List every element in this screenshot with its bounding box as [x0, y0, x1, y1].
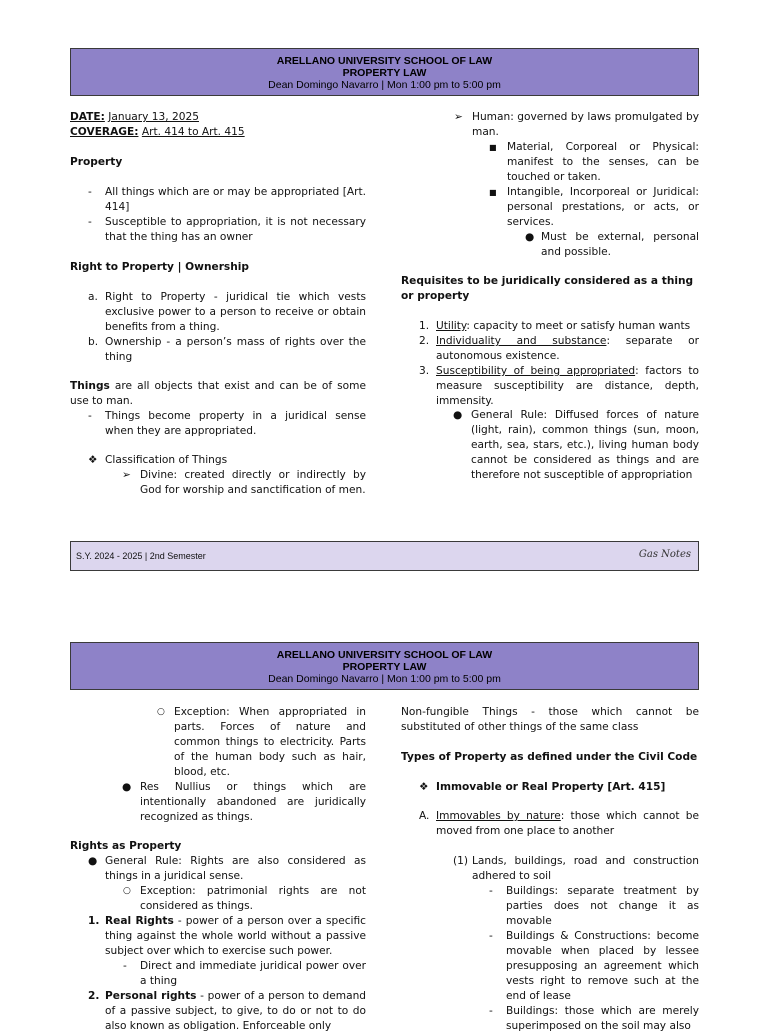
signature-logo: Gas Notes: [638, 549, 691, 560]
rights-heading: Right to Property | Ownership: [70, 261, 249, 273]
real-rights-text: Real Rights - power of a person over a specific thing against the whole world without a passive subject over which to exercise such power.: [105, 915, 366, 957]
things-definition: Things are all objects that exist and can be of some use to man.: [70, 380, 367, 407]
list-marker: a.: [88, 291, 98, 303]
course-name: PROPERTY LAW: [342, 67, 427, 79]
requisite-item: Utility: capacity to meet or satisfy human wants: [436, 320, 691, 332]
instructor-line: Dean Domingo Navarro | Mon 1:00 pm to 5:00 pm: [268, 79, 501, 91]
list-marker: 1.: [419, 320, 430, 332]
exception-text: Exception: When appropriated in parts. Forces of nature and common things to electricity. Parts of the human body such as hair, blood, etc.: [174, 706, 366, 778]
material-text: Material, Corporeal or Physical: manifest to the senses, can be touched or taken.: [507, 141, 699, 183]
rights-item: Ownership - a person’s mass of rights over the thing: [105, 336, 366, 363]
dash-bullet: -: [489, 885, 493, 897]
arrow-bullet-icon: ➢: [122, 469, 131, 481]
dot-bullet-icon: ●: [122, 781, 132, 793]
rights-item: Right to Property - juridical tie which vests exclusive power to a person to receive or obtain benefits from a thing.: [105, 291, 366, 333]
human-text: Human: governed by laws promulgated by man.: [472, 111, 699, 138]
list-marker: A.: [419, 810, 430, 822]
dash-bullet: -: [123, 960, 127, 972]
dash-bullet: -: [489, 930, 493, 942]
square-bullet-icon: ■: [489, 188, 497, 197]
dot-bullet-icon: ●: [453, 409, 463, 421]
things-point: Things become property in a juridical sense when they are appropriated.: [105, 410, 366, 437]
list-marker: 2.: [88, 990, 100, 1002]
square-bullet-icon: ■: [489, 143, 497, 152]
list-marker: 2.: [419, 335, 430, 347]
building-point: Buildings: separate treatment by parties does not change it as movable: [506, 885, 699, 927]
intangible-text: Intangible, Incorporeal or Juridical: personal prestations, or acts, or services.: [507, 186, 699, 228]
instructor-line: Dean Domingo Navarro | Mon 1:00 pm to 5:00 pm: [268, 673, 501, 685]
circle-bullet-icon: ○: [123, 886, 131, 896]
rights-exception: Exception: patrimonial rights are not considered as things.: [140, 885, 366, 912]
rights-property-heading: Rights as Property: [70, 840, 182, 852]
diamond-bullet-icon: ❖: [88, 454, 98, 466]
divine-text: Divine: created directly or indirectly by God for worship and sanctification of men.: [140, 469, 366, 496]
dash-bullet: -: [88, 410, 92, 422]
school-name: ARELLANO UNIVERSITY SCHOOL OF LAW: [276, 649, 493, 661]
diamond-bullet-icon: ❖: [419, 781, 429, 793]
circle-bullet-icon: ○: [157, 707, 165, 717]
dot-bullet-icon: ●: [525, 231, 535, 243]
school-name: ARELLANO UNIVERSITY SCHOOL OF LAW: [276, 55, 493, 67]
classification-heading: Classification of Things: [105, 454, 228, 466]
lands-text: Lands, buildings, road and construction adhered to soil: [472, 855, 699, 882]
personal-rights-text: Personal rights - power of a person to demand of a passive subject, to give, to do or not to do also known as obligation. Enforceable only: [105, 990, 367, 1032]
list-marker: 3.: [419, 365, 430, 377]
list-marker: 1.: [88, 915, 100, 927]
requisite-item: Susceptibility of being appropriated: factors to measure susceptibility are distance, depth, immensity.: [436, 365, 699, 407]
immovables-by-nature: Immovables by nature: those which cannot be moved from one place to another: [436, 810, 699, 837]
property-heading: Property: [70, 156, 123, 168]
general-rule-text: General Rule: Diffused forces of nature (light, rain), common things (sun, moon, earth, sea, stars, etc.), living human body cannot be considered as things and are therefore not susceptible of appropriation: [471, 409, 699, 481]
building-point: Buildings: those which are merely superimposed on the soil may also: [506, 1005, 699, 1032]
date-line: DATE: January 13, 2025: [70, 111, 199, 123]
dash-bullet: -: [489, 1005, 493, 1017]
res-nullius-text: Res Nullius or things which are intentionally abandoned are juridically recognized as things.: [140, 781, 366, 823]
types-heading: Types of Property as defined under the Civil Code: [401, 751, 698, 763]
real-rights-point: Direct and immediate juridical power over a thing: [140, 960, 366, 987]
course-name: PROPERTY LAW: [342, 661, 427, 673]
coverage-line: COVERAGE: Art. 414 to Art. 415: [70, 126, 245, 138]
page-header: [70, 642, 699, 690]
property-point: All things which are or may be appropriated [Art. 414]: [105, 186, 366, 213]
list-marker: b.: [88, 336, 99, 348]
requisite-item: Individuality and substance: separate or autonomous existence.: [436, 335, 699, 362]
arrow-bullet-icon: ➢: [454, 111, 463, 123]
page-header: [70, 48, 699, 96]
requisites-heading: Requisites to be juridically considered as a thing or property: [401, 275, 694, 302]
external-text: Must be external, personal and possible.: [541, 231, 699, 258]
dash-bullet: -: [88, 216, 92, 228]
building-point: Buildings & Constructions: become movable when placed by lessee presupposing an agreement which vests right to remove such at the end of lease: [506, 930, 699, 1002]
dot-bullet-icon: ●: [88, 855, 98, 867]
non-fungible-text: Non-fungible Things - those which cannot be substituted of other things of the same class: [401, 706, 699, 733]
dash-bullet: -: [88, 186, 92, 198]
property-point: Susceptible to appropriation, it is not necessary that the thing has an owner: [105, 216, 366, 243]
list-marker: (1): [453, 855, 469, 867]
immovable-heading: Immovable or Real Property [Art. 415]: [436, 781, 666, 793]
rights-general-rule: General Rule: Rights are also considered as things in a juridical sense.: [105, 855, 366, 882]
semester-label: S.Y. 2024 - 2025 | 2nd Semester: [76, 551, 206, 561]
page-footer: [70, 541, 699, 571]
